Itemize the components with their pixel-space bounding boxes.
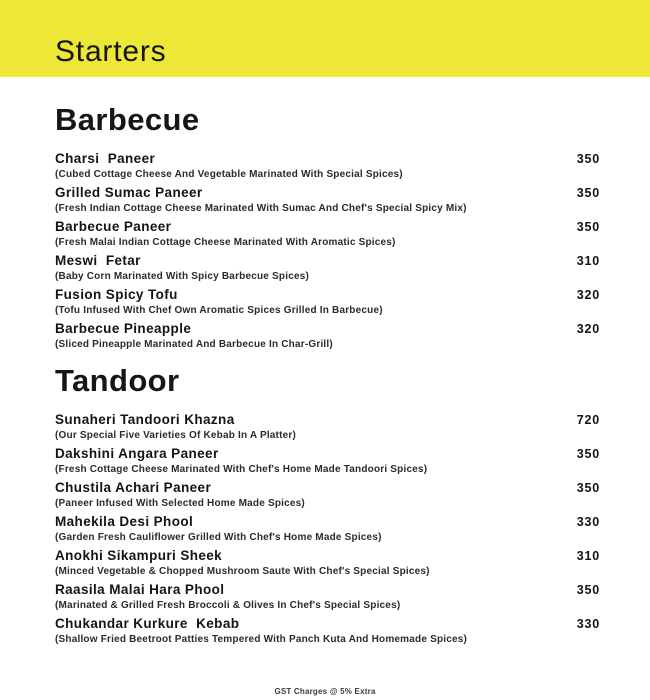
- menu-item: [55, 582, 600, 612]
- menu-item-description: (Fresh Indian Cottage Cheese Marinated With Sumac And Chef's Special Spicy Mix): [55, 203, 467, 214]
- menu-item: [55, 412, 600, 442]
- menu-item-description: (Marinated & Grilled Fresh Broccoli & Olives In Chef's Special Spices): [55, 600, 401, 611]
- section-heading: Tandoor: [55, 363, 180, 398]
- menu-item: [55, 253, 600, 283]
- menu-body: [0, 102, 650, 646]
- menu-item: [55, 185, 600, 215]
- menu-item-price: 310: [576, 549, 600, 563]
- menu-item-name: Barbecue Paneer: [55, 219, 172, 234]
- menu-item-name: Charsi Paneer: [55, 151, 156, 166]
- menu-item-name: Chukandar Kurkure Kebab: [55, 616, 240, 631]
- menu-item-description: (Fresh Malai Indian Cottage Cheese Marinated With Aromatic Spices): [55, 237, 396, 248]
- menu-item: [55, 616, 600, 646]
- menu-item: [55, 480, 600, 510]
- menu-item: [55, 151, 600, 181]
- menu-item-description: (Shallow Fried Beetroot Patties Tempered With Panch Kuta And Homemade Spices): [55, 634, 468, 645]
- menu-item-price: 330: [576, 515, 600, 529]
- menu-item-price: 350: [576, 220, 600, 234]
- menu-item-price: 350: [576, 481, 600, 495]
- menu-item-description: (Tofu Infused With Chef Own Aromatic Spices Grilled In Barbecue): [55, 305, 383, 316]
- menu-item-name: Sunaheri Tandoori Khazna: [55, 412, 235, 427]
- menu-item-name: Anokhi Sikampuri Sheek: [55, 548, 223, 563]
- menu-item-name: Mahekila Desi Phool: [55, 514, 194, 529]
- menu-item-name: Chustila Achari Paneer: [55, 480, 212, 495]
- menu-item: [55, 321, 600, 351]
- menu-item: [55, 446, 600, 476]
- menu-item-name: Raasila Malai Hara Phool: [55, 582, 225, 597]
- menu-item-price: 350: [576, 186, 600, 200]
- menu-item-description: (Paneer Infused With Selected Home Made Spices): [55, 498, 305, 509]
- menu-item: [55, 219, 600, 249]
- section-barbecue: [55, 102, 600, 351]
- menu-item-name: Fusion Spicy Tofu: [55, 287, 178, 302]
- menu-item: [55, 548, 600, 578]
- menu-item-description: (Our Special Five Varieties Of Kebab In A Platter): [55, 430, 296, 441]
- menu-item-price: 350: [576, 583, 600, 597]
- gst-footer-note: GST Charges @ 5% Extra: [274, 687, 376, 696]
- menu-item-name: Dakshini Angara Paneer: [55, 446, 219, 461]
- menu-item-price: 320: [576, 288, 600, 302]
- menu-item-name: Barbecue Pineapple: [55, 321, 192, 336]
- menu-item-price: 350: [576, 447, 600, 461]
- menu-item-price: 320: [576, 322, 600, 336]
- menu-item-price: 720: [576, 413, 600, 427]
- menu-item: [55, 287, 600, 317]
- menu-item-description: (Baby Corn Marinated With Spicy Barbecue Spices): [55, 271, 310, 282]
- page-header: [0, 0, 650, 77]
- menu-item-description: (Fresh Cottage Cheese Marinated With Chef's Home Made Tandoori Spices): [55, 464, 428, 475]
- menu-item-description: (Minced Vegetable & Chopped Mushroom Saute With Chef's Special Spices): [55, 566, 430, 577]
- menu-item-price: 310: [576, 254, 600, 268]
- menu-item-price: 350: [576, 152, 600, 166]
- menu-item-description: (Garden Fresh Cauliflower Grilled With Chef's Home Made Spices): [55, 532, 382, 543]
- menu-item-price: 330: [576, 617, 600, 631]
- menu-item: [55, 514, 600, 544]
- page-title: Starters: [55, 35, 167, 68]
- menu-item-description: (Cubed Cottage Cheese And Vegetable Marinated With Special Spices): [55, 169, 403, 180]
- section-heading: Barbecue: [55, 102, 200, 137]
- menu-item-description: (Sliced Pineapple Marinated And Barbecue In Char-Grill): [55, 339, 333, 350]
- section-tandoor: [55, 363, 600, 646]
- menu-item-name: Meswi Fetar: [55, 253, 141, 268]
- menu-item-name: Grilled Sumac Paneer: [55, 185, 203, 200]
